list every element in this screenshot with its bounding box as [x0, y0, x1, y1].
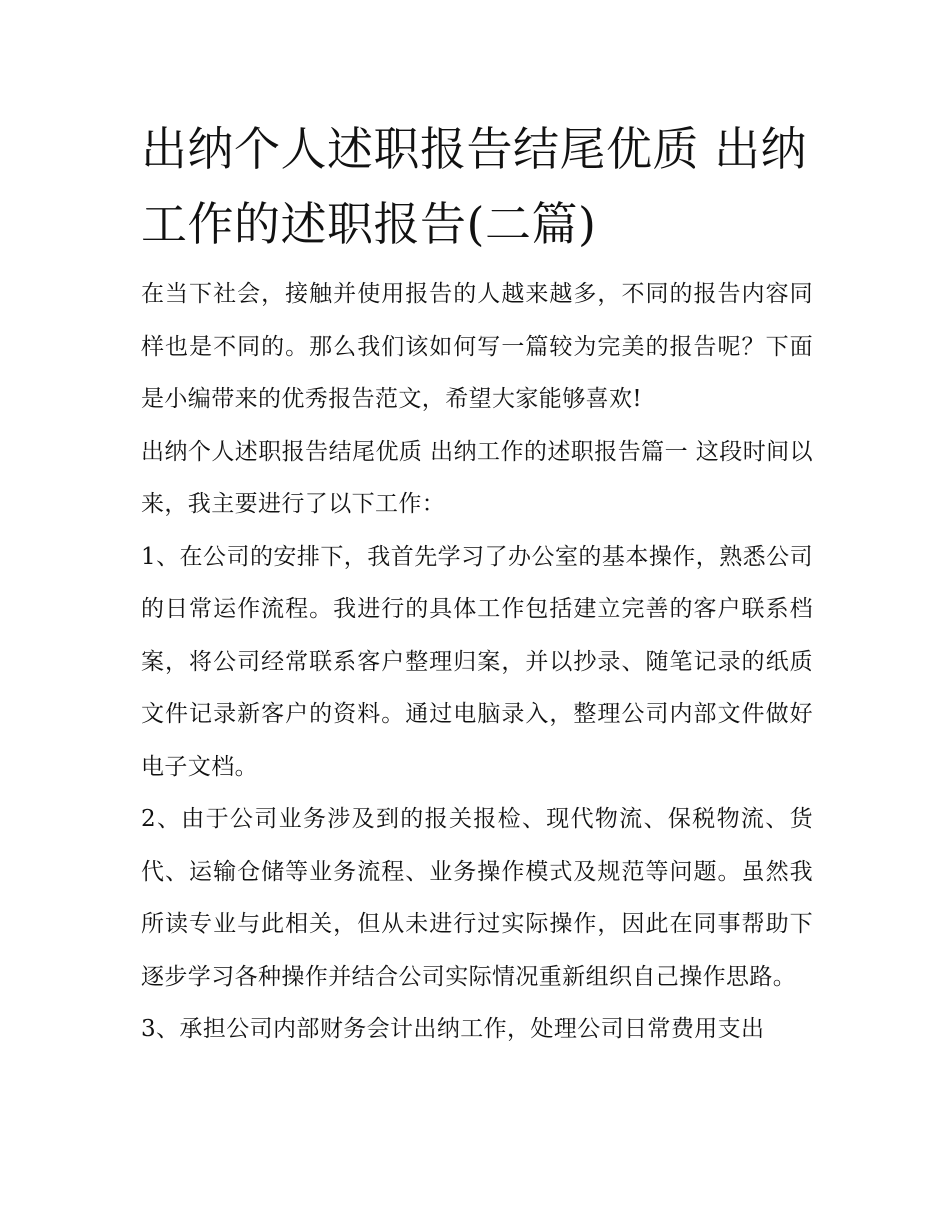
paragraph-intro: 在当下社会，接触并使用报告的人越来越多，不同的报告内容同样也是不同的。那么我们该如何写一篇较为完美的报告呢？下面是小编带来的优秀报告范文，希望大家能够喜欢!: [141, 281, 813, 412]
paragraph-item-2: 2、由于公司业务涉及到的报关报检、现代物流、保税物流、货代、运输仓储等业务流程、业务操作模式及规范等问题。虽然我所读专业与此相关，但从未进行过实际操作，因此在同事帮助下逐步学习各种操作并结合公司实际情况重新组织自己操作思路。: [141, 806, 813, 990]
paragraph-item-1: 1、在公司的安排下，我首先学习了办公室的基本操作，熟悉公司的日常运作流程。我进行的具体工作包括建立完善的客户联系档案，将公司经常联系客户整理归案，并以抄录、随笔记录的纸质文件记录新客户的资料。通过电脑录入，整理公司内部文件做好电子文档。: [141, 543, 813, 780]
paragraph-item-3: 3、承担公司内部财务会计出纳工作，处理公司日常费用支出: [141, 1016, 765, 1042]
paragraph-section-heading: 出纳个人述职报告结尾优质 出纳工作的述职报告篇一 这段时间以来，我主要进行了以下工作：: [141, 438, 813, 517]
document-body: [141, 112, 813, 1056]
document-title: 出纳个人述职报告结尾优质 出纳工作的述职报告(二篇): [141, 122, 808, 251]
